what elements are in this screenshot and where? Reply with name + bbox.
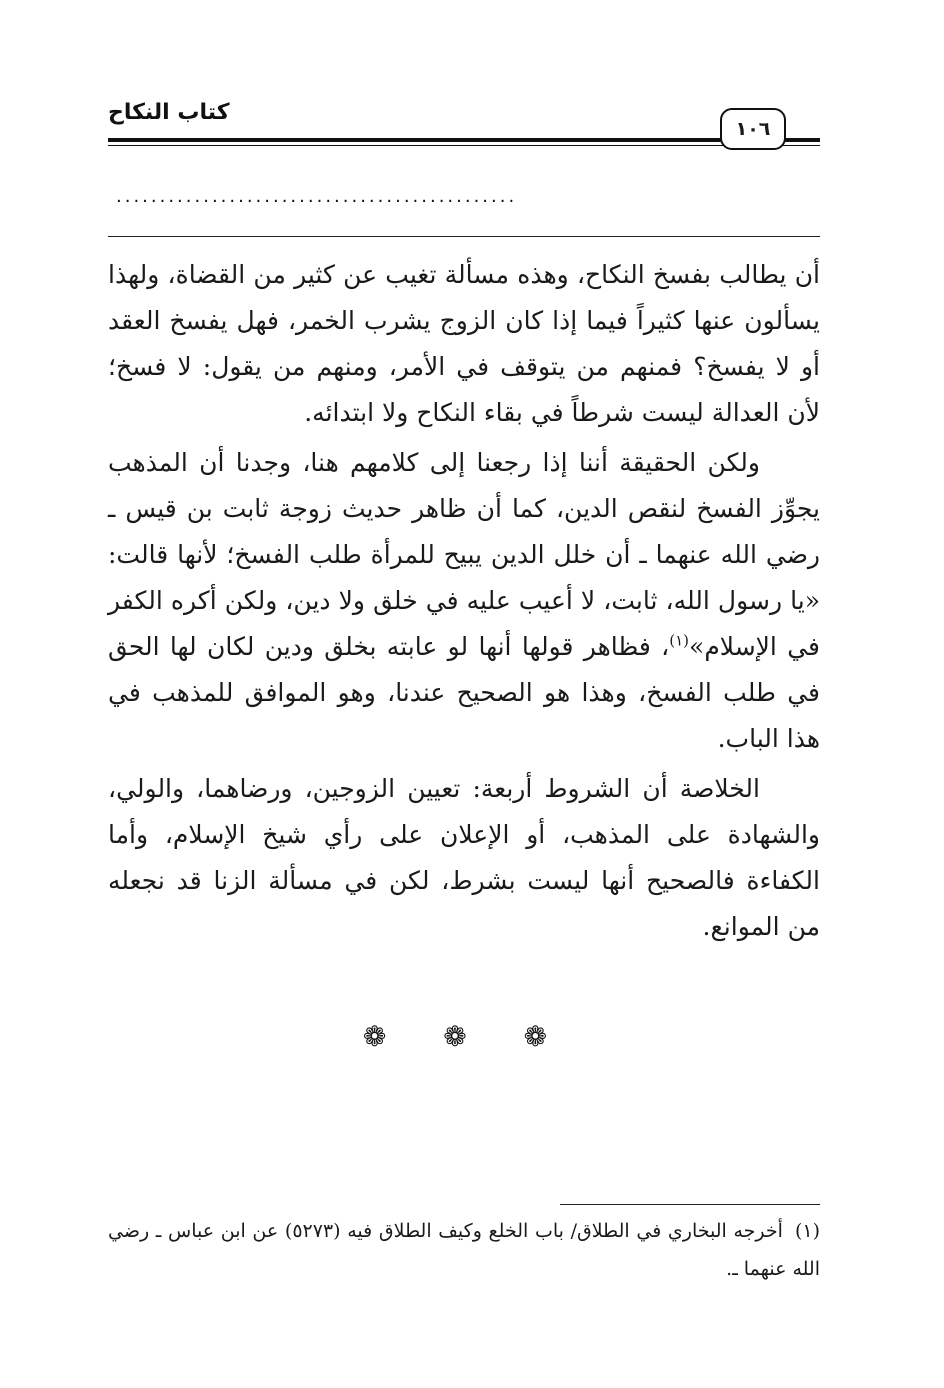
dotted-line: .............................................. xyxy=(116,186,518,207)
book-title: كتاب النكاح xyxy=(108,100,230,125)
footnote-reference[interactable]: (١) xyxy=(669,631,690,650)
paragraph-2 xyxy=(108,440,820,762)
flower-ornament-icon: ❁ xyxy=(523,1020,566,1053)
footnote xyxy=(108,1212,820,1288)
section-ornaments xyxy=(108,1020,820,1053)
page-header xyxy=(108,96,820,156)
page-number: ١٠٦ xyxy=(720,108,786,150)
paragraph-2-part-1: ولكن الحقيقة أننا إذا رجعنا إلى كلامهم هنا، وجدنا أن المذهب يجوِّز الفسخ لنقص الدين، كما أن ظاهر حديث زوجة ثابت بن قيس ـ رضي الله عنهما ـ أن خلل الدين يبيح للمرأة طلب الفسخ؛ لأنها قالت: «يا رسول الله، ثابت، لا أعيب عليه في خلق ولا دين، ولكن أكره الكفر في الإسلام» xyxy=(108,448,820,661)
body-text xyxy=(108,252,820,954)
footnote-rule xyxy=(560,1204,820,1205)
paragraph-1: أن يطالب بفسخ النكاح، وهذه مسألة تغيب عن كثير من القضاة، ولهذا يسألون عنها كثيراً فيما إذا كان الزوج يشرب الخمر، فهل يفسخ العقد أو لا يفسخ؟ فمنهم من يتوقف في الأمر، ومنهم من يقول: لا فسخ؛ لأن العدالة ليست شرطاً في بقاء النكاح ولا ابتدائه. xyxy=(108,260,820,427)
header-rule-thin xyxy=(108,145,820,146)
separator-rule xyxy=(108,236,820,237)
paragraph-3: الخلاصة أن الشروط أربعة: تعيين الزوجين، ورضاهما، والولي، والشهادة على المذهب، أو الإعلان على رأي شيخ الإسلام، وأما الكفاءة فالصحيح أنها ليست بشرط، لكن في مسألة الزنا قد نجعله من الموانع. xyxy=(108,774,820,941)
flower-ornament-icon: ❁ xyxy=(362,1020,405,1053)
footnote-text: أخرجه البخاري في الطلاق/ باب الخلع وكيف الطلاق فيه (٥٢٧٣) عن ابن عباس ـ رضي الله عنهما ـ. xyxy=(108,1220,820,1280)
flower-ornament-icon: ❁ xyxy=(443,1020,485,1053)
footnote-number: (١) xyxy=(794,1220,820,1242)
paragraph-2-part-2: ، فظاهر قولها أنها لو عابته بخلق ودين لكان لها الحق في طلب الفسخ، وهذا هو الصحيح عندنا، وهو الموافق للمذهب في هذا الباب. xyxy=(108,632,820,753)
header-rule-thick xyxy=(108,138,820,142)
